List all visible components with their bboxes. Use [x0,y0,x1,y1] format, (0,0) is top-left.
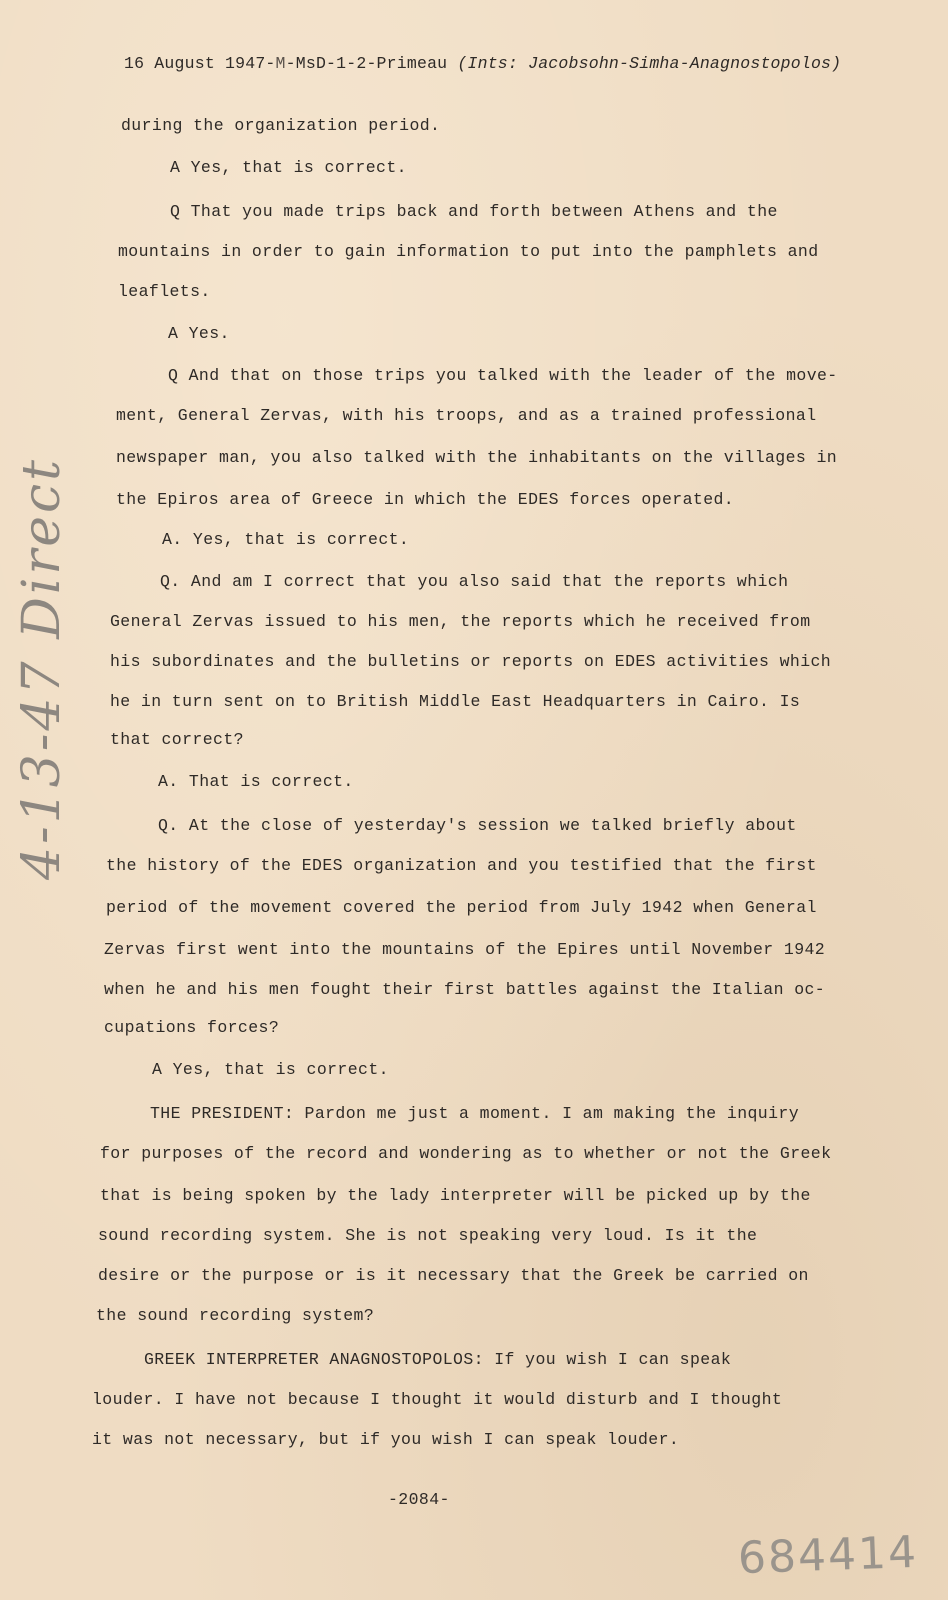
page-number: -2084- [388,1490,450,1509]
text-line: the sound recording system? [96,1306,375,1325]
text-line: Q That you made trips back and forth between Athens and the [170,202,778,221]
text-line: that correct? [110,730,244,749]
text-line: A. That is correct. [158,772,354,791]
text-line: when he and his men fought their first battles against the Italian oc- [104,980,826,999]
text-line: his subordinates and the bulletins or reports on EDES activities which [110,652,832,671]
text-line: for purposes of the record and wondering as to whether or not the Greek [100,1144,832,1163]
header-interpreters: (Ints: Jacobsohn-Simha-Anagnostopolos) [457,54,842,73]
handwritten-document-number: 684414 [737,1526,919,1585]
text-line: leaflets. [118,282,211,301]
text-line: during the organization period. [121,116,441,135]
text-line: cupations forces? [104,1018,280,1037]
header-ref: -MsD-1-2-Primeau [285,54,448,73]
text-line: Q. And am I correct that you also said that the reports which [160,572,789,591]
text-line: the Epiros area of Greece in which the EDES forces operated. [116,490,735,509]
page-header [124,54,841,74]
text-line: period of the movement covered the period from July 1942 when General [106,898,817,917]
header-struck-ref: M [275,54,286,73]
text-line: he in turn sent on to British Middle East Headquarters in Cairo. Is [110,692,801,711]
text-line: newspaper man, you also talked with the inhabitants on the villages in [116,448,838,467]
text-line: Q. At the close of yesterday's session we talked briefly about [158,816,797,835]
text-line: louder. I have not because I thought it would disturb and I thought [92,1390,783,1409]
text-line: desire or the purpose or is it necessary that the Greek be carried on [98,1266,809,1285]
text-line: A. Yes, that is correct. [162,530,410,549]
text-line: A Yes, that is correct. [170,158,407,177]
text-line: the history of the EDES organization and you testified that the first [106,856,817,875]
text-line: THE PRESIDENT: Pardon me just a moment. I am making the inquiry [150,1104,800,1123]
text-line: it was not necessary, but if you wish I can speak louder. [92,1430,680,1449]
text-line: Zervas first went into the mountains of the Epires until November 1942 [104,940,826,959]
text-line: ment, General Zervas, with his troops, and as a trained professional [116,406,817,425]
header-date: 16 August 1947- [124,54,276,73]
text-line: that is being spoken by the lady interpreter will be picked up by the [100,1186,811,1205]
text-line: A Yes. [168,324,230,343]
text-line: A Yes, that is correct. [152,1060,389,1079]
text-line: sound recording system. She is not speaking very loud. Is it the [98,1226,758,1245]
text-line: Q And that on those trips you talked with the leader of the move- [168,366,838,385]
text-line: General Zervas issued to his men, the reports which he received from [110,612,811,631]
handwritten-margin-note: 4-13-47 Direct [12,456,72,880]
text-line: mountains in order to gain information to put into the pamphlets and [118,242,819,261]
text-line: GREEK INTERPRETER ANAGNOSTOPOLOS: If you wish I can speak [144,1350,732,1369]
